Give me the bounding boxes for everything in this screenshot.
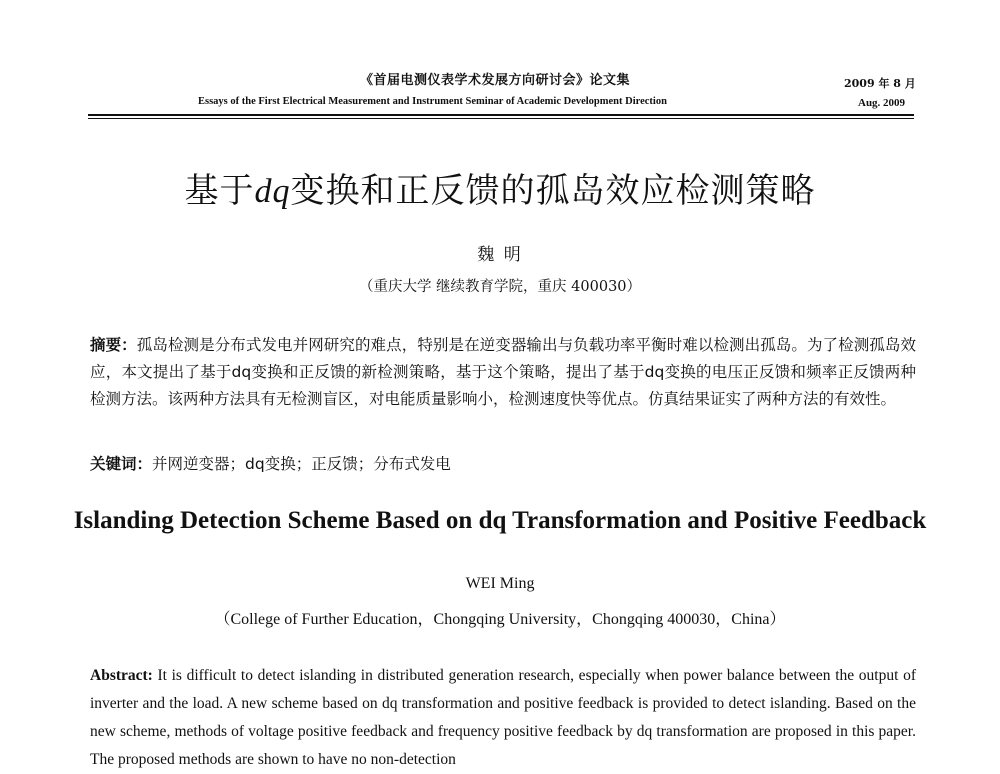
- abstract-cn-text: 孤岛检测是分布式发电并网研究的难点，特别是在逆变器输出与负载功率平衡时难以检测出孤岛。为了检测孤岛效应，本文提出了基于dq变换和正反馈的新检测策略，基于这个策略，提出了基于dq变换的电压正反馈和频率正反馈两种检测方法。该两种方法具有无检测盲区，对电能质量影响小，检测速度快等优点。仿真结果证实了两种方法的有效性。: [90, 336, 916, 408]
- abstract-cn-label: 摘要：: [90, 336, 137, 354]
- issue-date-cn: 2009 年 8 月: [844, 77, 916, 90]
- keywords-cn: [90, 452, 451, 474]
- header-rule-thick: [88, 114, 914, 116]
- issue-date-en: Aug. 2009: [858, 97, 906, 109]
- abstract-en-text: It is difficult to detect islanding in distributed generation research, especially when power balance between the output of inverter and the load. A new scheme based on dq transformation and positive feedback is provided to detect islanding. Based on the new scheme, methods of voltage positive feedback and frequency positive feedback by dq transformation are proposed in this paper. The proposed methods are shown to have no non-detection: [90, 667, 916, 768]
- paper-title-cn: 基于dq变换和正反馈的孤岛效应检测策略: [184, 171, 816, 211]
- abstract-cn: [90, 332, 916, 413]
- header-rule-thin: [88, 118, 914, 119]
- affiliation-cn: （重庆大学 继续教育学院，重庆 400030）: [358, 279, 642, 295]
- journal-title-cn: 《首届电测仪表学术发展方向研讨会》论文集: [360, 73, 631, 88]
- journal-title-en: Essays of the First Electrical Measurement and Instrument Seminar of Academic Development Direction: [198, 96, 667, 107]
- keywords-cn-text: 并网逆变器；dq变换；正反馈；分布式发电: [152, 455, 451, 473]
- author-cn: 魏 明: [477, 245, 523, 265]
- author-en: WEI Ming: [465, 575, 535, 592]
- affiliation-en: （College of Further Education，Chongqing University，Chongqing 400030，China）: [214, 611, 786, 628]
- paper-title-en: Islanding Detection Scheme Based on dq Transformation and Positive Feedback: [73, 507, 927, 534]
- keywords-cn-label: 关键词：: [90, 455, 153, 473]
- abstract-en-label: Abstract:: [90, 667, 153, 684]
- abstract-en: [90, 662, 916, 774]
